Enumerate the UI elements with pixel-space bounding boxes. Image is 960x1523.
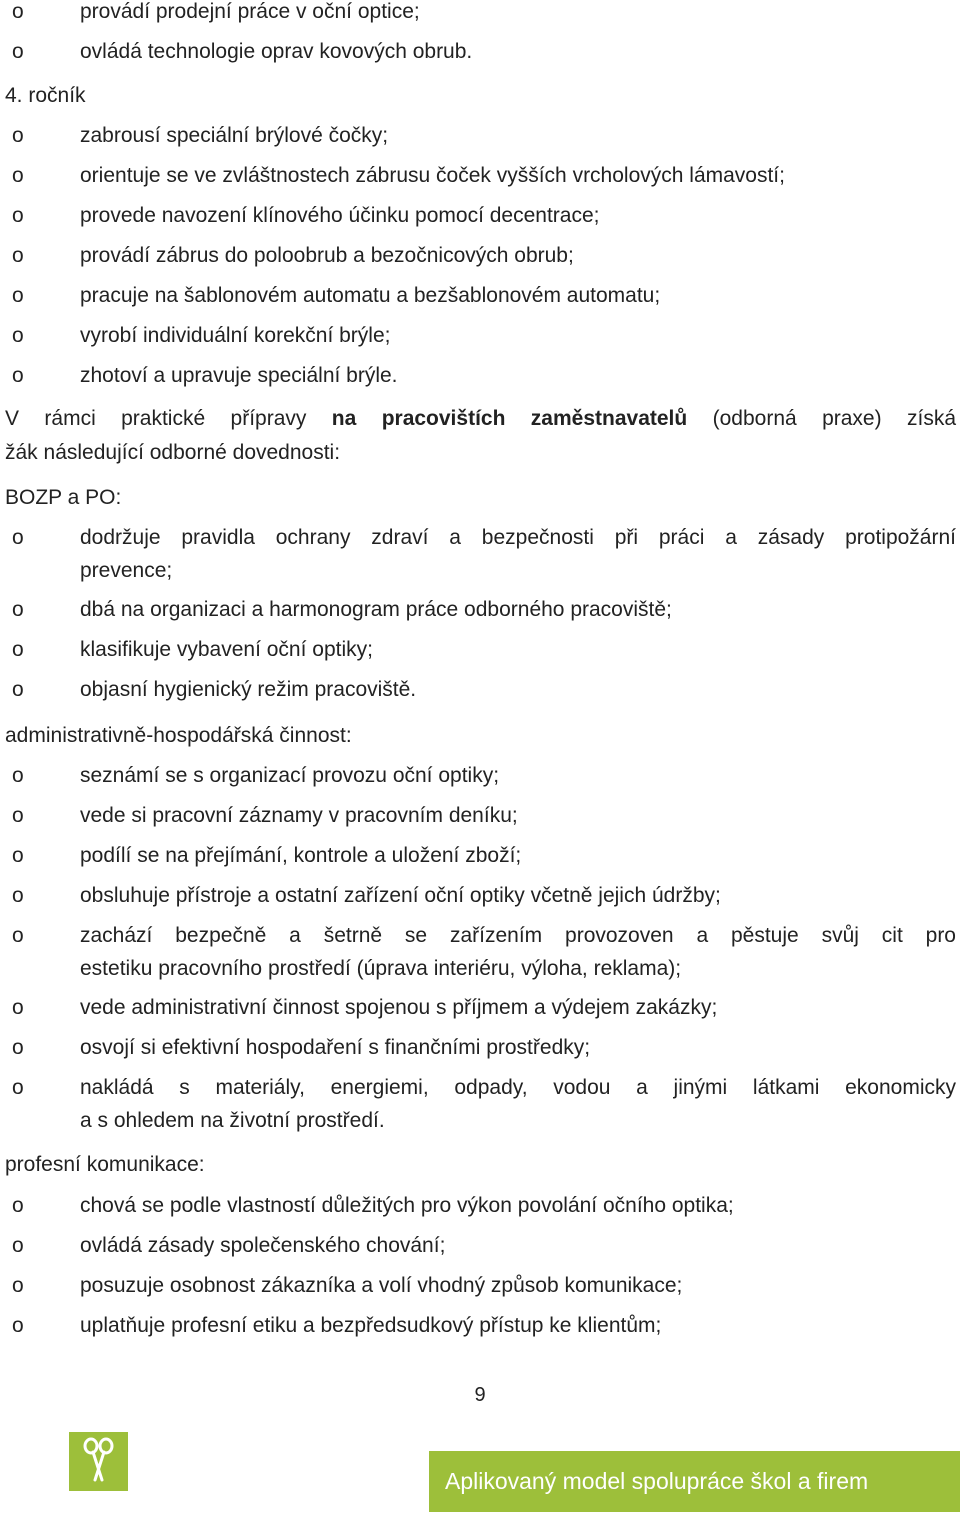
bullet: o [12,526,24,549]
list-item: podílí se na přejímání, kontrole a uložení zboží; [80,844,522,867]
list-item: vede si pracovní záznamy v pracovním deníku; [80,804,518,827]
bullet: o [12,0,24,23]
list-item: zachází bezpečně a šetrně se zařízením provozoven a pěstuje svůj cit pro [80,924,956,947]
list-item: obsluhuje přístroje a ostatní zařízení oční optiky včetně jejich údržby; [80,884,721,907]
intro-text-1: V rámci praktické přípravy [5,407,332,430]
footer-logo [69,1432,128,1491]
list-item: dbá na organizaci a harmonogram práce odborného pracoviště; [80,598,672,621]
list-item: vede administrativní činnost spojenou s příjmem a výdejem zakázky; [80,996,718,1019]
bullet: o [12,678,24,701]
bullet: o [12,884,24,907]
bullet: o [12,804,24,827]
list-item: ovládá technologie oprav kovových obrub. [80,40,473,63]
list-item: klasifikuje vybavení oční optiky; [80,638,373,661]
intro-line-2: žák následující odborné dovednosti: [5,441,341,464]
page-number: 9 [474,1384,486,1406]
list-item: zhotoví a upravuje speciální brýle. [80,364,398,387]
list-item: provede navození klínového účinku pomocí decentrace; [80,204,600,227]
list-item: seznámí se s organizací provozu oční optiky; [80,764,500,787]
bullet: o [12,1234,24,1257]
list-item: orientuje se ve zvláštnostech zábrusu čoček vyšších vrcholových lámavostí; [80,164,785,187]
list-item: chová se podle vlastností důležitých pro výkon povolání očního optika; [80,1194,734,1217]
bullet: o [12,124,24,147]
bullet: o [12,924,24,947]
bullet: o [12,244,24,267]
intro-text-2: (odborná praxe) získá [687,407,956,430]
list-item: vyrobí individuální korekční brýle; [80,324,391,347]
list-item: osvojí si efektivní hospodaření s finančními prostředky; [80,1036,591,1059]
list-item: posuzuje osobnost zákazníka a volí vhodný způsob komunikace; [80,1274,683,1297]
intro-bold: na pracovištích zaměstnavatelů [331,407,688,430]
bullet: o [12,1036,24,1059]
list-item: pracuje na šablonovém automatu a bezšablonovém automatu; [80,284,661,307]
list-item: provádí prodejní práce v oční optice; [80,0,420,23]
bullet: o [12,1076,24,1099]
list-item-continuation: prevence; [80,559,173,582]
bullet: o [12,638,24,661]
bullet: o [12,844,24,867]
list-item: zabrousí speciální brýlové čočky; [80,124,389,147]
bullet: o [12,1314,24,1337]
bullet: o [12,40,24,63]
list-item: dodržuje pravidla ochrany zdraví a bezpečnosti při práci a zásady protipožární [80,526,956,549]
bullet: o [12,1274,24,1297]
list-item: nakládá s materiály, energiemi, odpady, vodou a jinými látkami ekonomicky [80,1076,956,1099]
list-item: ovládá zásady společenského chování; [80,1234,446,1257]
bullet: o [12,164,24,187]
bullet: o [12,284,24,307]
section-heading-admin: administrativně-hospodářská činnost: [5,724,352,747]
footer-text: Aplikovaný model spolupráce škol a firem [445,1468,869,1494]
list-item-continuation: a s ohledem na životní prostředí. [80,1109,385,1132]
bullet: o [12,598,24,621]
list-item-continuation: estetiku pracovního prostředí (úprava interiéru, výloha, reklama); [80,957,682,980]
bullet: o [12,1194,24,1217]
section-heading-bozp: BOZP a PO: [5,486,122,509]
section-heading-year4: 4. ročník [5,84,86,107]
bullet: o [12,996,24,1019]
list-item: provádí zábrus do poloobrub a bezočnicových obrub; [80,244,574,267]
bullet: o [12,764,24,787]
list-item: objasní hygienický režim pracoviště. [80,678,417,701]
scissors-icon [69,1432,128,1491]
list-item: uplatňuje profesní etiku a bezpředsudkový přístup ke klientům; [80,1314,662,1337]
bullet: o [12,324,24,347]
bullet: o [12,364,24,387]
intro-paragraph [5,402,956,470]
section-heading-comm: profesní komunikace: [5,1153,205,1176]
bullet: o [12,204,24,227]
